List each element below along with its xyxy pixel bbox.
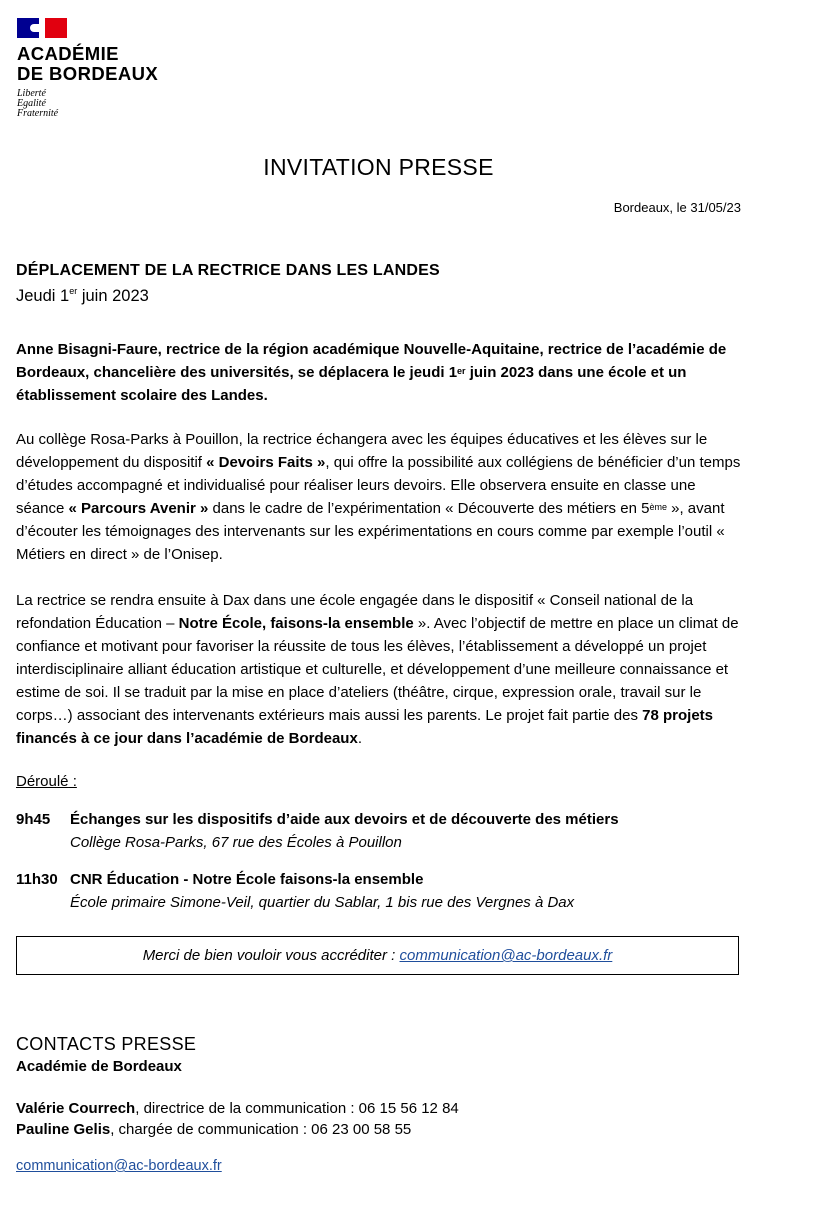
logo-org-name bbox=[17, 44, 158, 84]
french-flag-icon bbox=[17, 18, 67, 38]
contact-name: Pauline Gelis bbox=[16, 1121, 111, 1138]
schedule-title: Échanges sur les dispositifs d’aide aux devoirs et de découverte des métiers bbox=[70, 811, 619, 828]
document-title: INVITATION PRESSE bbox=[263, 154, 494, 180]
press-heading: DÉPLACEMENT DE LA RECTRICE DANS LES LANDES bbox=[16, 262, 440, 279]
contact-person: Valérie Courrech, directrice de la communication : 06 15 56 12 84 bbox=[16, 1100, 459, 1117]
accreditation-text: Merci de bien vouloir vous accréditer : bbox=[142, 947, 396, 964]
contacts-email-link[interactable]: communication@ac-bordeaux.fr bbox=[16, 1158, 222, 1174]
event-date-line: Jeudi 1er juin 2023 bbox=[16, 286, 149, 305]
contact-name: Valérie Courrech bbox=[16, 1100, 136, 1117]
schedule-place: Collège Rosa-Parks, 67 rue des Écoles à Pouillon bbox=[70, 834, 402, 851]
paragraph-rosa-parks: Au collège Rosa-Parks à Pouillon, la rectrice échangera avec les équipes éducatives et les élèves sur le développement du dispositif « Devoirs Faits », qui offre la possibilité aux collégiens de bénéficier d’un temps d’études accompagné et individualisé pour réaliser leurs devoirs. Elle observera ensuite en classe une séance « Parcours Avenir » dans le cadre de l’expérimentation « Découverte des métiers en 5ème », avant d’écouter les témoignages des intervenants sur les expérimentations en cours comme par exemple l’outil « Métiers en direct » de l’Onisep. bbox=[16, 431, 741, 563]
schedule-place: École primaire Simone-Veil, quartier du Sablar, 1 bis rue des Vergnes à Dax bbox=[70, 894, 575, 911]
accreditation-email-link[interactable]: communication@ac-bordeaux.fr bbox=[399, 947, 613, 964]
paragraph-dax: La rectrice se rendra ensuite à Dax dans une école engagée dans le dispositif « Conseil national de la refondation Éducation – Notre École, faisons-la ensemble ». Avec l’objectif de mettre en place un climat de confiance et motivant pour favoriser la réussite de tous les élèves, l’établissement a développé un projet interdisciplinaire alliant éducation artistique et culturelle, et développement d’une meilleure connaissance et estime de soi. Il se traduit par la mise en place d’ateliers (théâtre, cirque, expression orale, travail sur le corps…) associant des intervenants extérieurs mais aussi les parents. Le projet fait partie des 78 projets financés à ce jour dans l’académie de Bordeaux. bbox=[16, 592, 739, 747]
logo-org-line2: DE BORDEAUX bbox=[17, 63, 159, 84]
contact-person: Pauline Gelis, chargée de communication : 06 23 00 58 55 bbox=[16, 1121, 412, 1138]
schedule-time: 11h30 bbox=[16, 871, 58, 888]
logo-org-line1: ACADÉMIE bbox=[17, 43, 119, 64]
schedule-label: Déroulé : bbox=[16, 773, 77, 790]
logo-motto bbox=[17, 89, 158, 119]
motto-egalite: Egalité bbox=[17, 98, 46, 109]
intro-paragraph: Anne Bisagni-Faure, rectrice de la région académique Nouvelle-Aquitaine, rectrice de l’académie de Bordeaux, chancelière des universités, se déplacera le jeudi 1er juin 2023 dans une école et un établissement scolaire des Landes. bbox=[16, 341, 727, 404]
academie-logo bbox=[17, 18, 158, 119]
schedule-title: CNR Éducation - Notre École faisons-la ensemble bbox=[70, 871, 424, 888]
accreditation-box bbox=[16, 936, 739, 975]
motto-fraternite: Fraternité bbox=[17, 108, 59, 119]
contacts-org: Académie de Bordeaux bbox=[16, 1058, 182, 1075]
contacts-title: CONTACTS PRESSE bbox=[16, 1034, 197, 1054]
contacts-email bbox=[16, 1158, 741, 1174]
schedule-time: 9h45 bbox=[16, 811, 51, 828]
document-date: Bordeaux, le 31/05/23 bbox=[613, 200, 741, 215]
motto-liberte: Liberté bbox=[17, 88, 46, 99]
